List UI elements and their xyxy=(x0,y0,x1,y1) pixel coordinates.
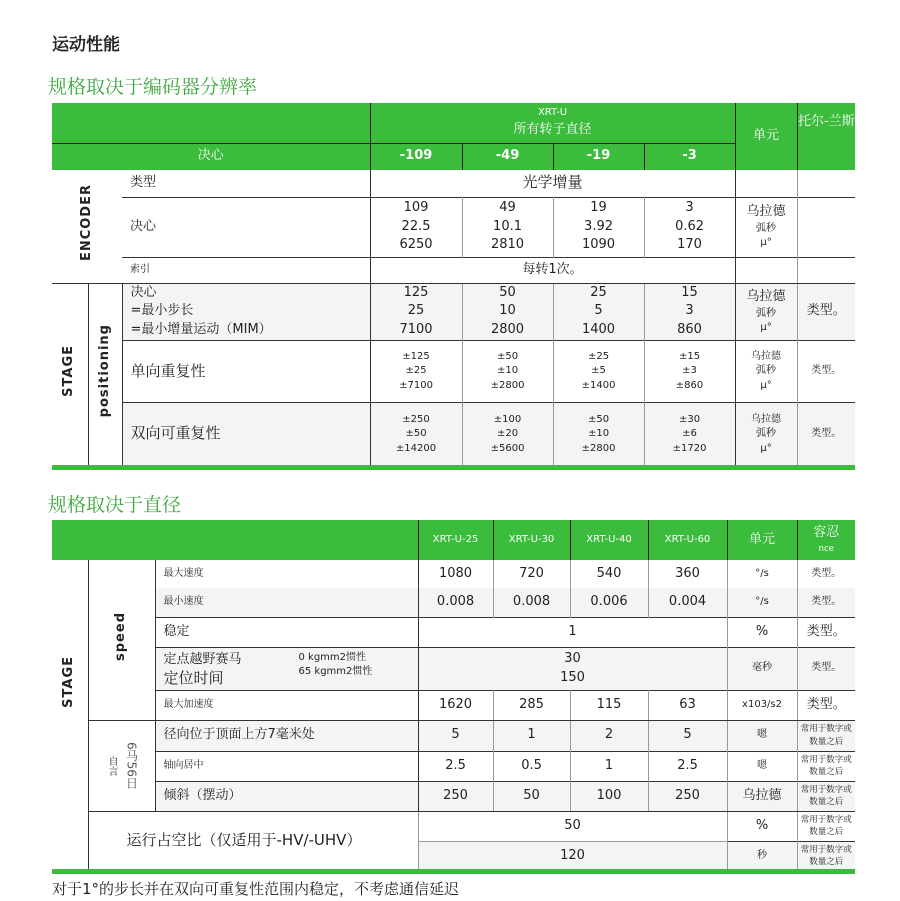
value-cell: 50 10 2800 xyxy=(462,283,553,341)
error-group-label: 自言 xyxy=(106,755,118,776)
value-cell: ±15 ±3 ±860 xyxy=(644,341,735,403)
unit-cell: % xyxy=(727,617,797,647)
value-cell: 25 5 1400 xyxy=(553,283,644,341)
value-cell: ±125 ±25 ±7100 xyxy=(370,341,462,403)
value-cell: 1080 xyxy=(418,560,493,588)
unit-cell: °/s xyxy=(727,560,797,588)
tolerance-cell: 类型。 xyxy=(797,617,855,647)
duty-time-value: 120 xyxy=(418,841,727,871)
unit-header: 单元 xyxy=(727,520,797,560)
index-label: 索引 xyxy=(122,257,370,283)
stage-group-label: STAGE xyxy=(61,656,77,708)
unit-cell: 乌拉德 弧秒 μ° xyxy=(735,283,797,341)
tilt-label: 倾斜（摆动） xyxy=(155,781,418,811)
value-cell: ±25 ±5 ±1400 xyxy=(553,341,644,403)
section2-bottom-bar xyxy=(52,869,855,874)
value-cell: 540 xyxy=(570,560,648,588)
value-cell: 0.5 xyxy=(493,751,570,781)
duty-cycle-value: 50 xyxy=(418,811,727,841)
col-header: -49 xyxy=(462,143,553,170)
speed-group-label: speed xyxy=(113,611,129,661)
footnote: 对于1°的步长并在双向可重复性范围内稳定，不考虑通信延迟 xyxy=(52,880,460,898)
unit-cell: 乌拉德 xyxy=(727,781,797,811)
value-cell: 0.008 xyxy=(418,588,493,617)
value-cell: 1 xyxy=(493,720,570,751)
value-cell: 250 xyxy=(418,781,493,811)
tolerance-cell: 常用于数字或数量之后 xyxy=(800,814,852,837)
col-header: XRT-U-30 xyxy=(493,520,570,560)
header-blank xyxy=(52,103,370,143)
unit-cell: 乌拉德 弧秒 μ° xyxy=(735,403,797,466)
section1-bottom-bar xyxy=(52,465,855,470)
value-cell: 109 22.5 6250 xyxy=(370,197,462,257)
value-cell: ±50 ±10 ±2800 xyxy=(462,341,553,403)
unit-cell: 乌拉德 弧秒 μ° xyxy=(735,197,797,257)
value-cell: 115 xyxy=(570,690,648,720)
diameter-spec-table xyxy=(52,520,855,871)
error-group-sub: 6马56日 xyxy=(124,742,139,789)
tolerance-header: 容忍 xyxy=(813,525,840,541)
value-cell: 2.5 xyxy=(418,751,493,781)
tolerance-cell: 类型。 xyxy=(797,341,855,403)
encoder-group-label: ENCODER xyxy=(78,184,94,262)
type-label: 类型 xyxy=(130,174,157,190)
value-cell: 50 xyxy=(493,781,570,811)
value-cell: 63 xyxy=(648,690,727,720)
resolution-row-label: 决心 =最小步长 =最小增量运动（MIM） xyxy=(122,283,370,341)
unit-cell: 嗯 xyxy=(727,751,797,781)
col-header: -3 xyxy=(644,143,735,170)
stability-label: 稳定 xyxy=(155,617,418,647)
section1-title: 规格取决于编码器分辨率 xyxy=(48,76,258,98)
unit-header: 单元 xyxy=(735,103,797,170)
settling-time-label: 定点越野赛马 定位时间 0 kgmm2惯性 65 kgmm2惯性 xyxy=(155,647,418,690)
min-speed-label: 最小速度 xyxy=(163,596,204,607)
value-cell: 0.008 xyxy=(493,588,570,617)
model-label: XRT-U xyxy=(537,107,568,119)
col-header: -19 xyxy=(553,143,644,170)
value-cell: ±50 ±10 ±2800 xyxy=(553,403,644,466)
settling-time-values: 30 150 xyxy=(418,647,727,690)
unit-cell: °/s xyxy=(727,588,797,617)
value-cell: 250 xyxy=(648,781,727,811)
value-cell: 0.006 xyxy=(570,588,648,617)
value-cell: 720 xyxy=(493,560,570,588)
section2-title: 规格取决于直径 xyxy=(48,494,182,516)
type-value: 光学增量 xyxy=(370,170,735,197)
all-rotor-label: 所有转子直径 xyxy=(513,121,592,137)
value-cell: ±30 ±6 ±1720 xyxy=(644,403,735,466)
unit-cell: 秒 xyxy=(727,841,797,871)
positioning-group-label: positioning xyxy=(96,324,112,418)
axial-label: 轴向居中 xyxy=(155,751,418,781)
max-accel-label: 最大加速度 xyxy=(155,690,418,720)
value-cell: 1 xyxy=(570,751,648,781)
col-header: XRT-U-60 xyxy=(648,520,727,560)
value-cell: 1620 xyxy=(418,690,493,720)
page-title: 运动性能 xyxy=(52,35,120,55)
value-cell: 5 xyxy=(648,720,727,751)
radial-label: 径向位于顶面上方7毫米处 xyxy=(163,727,315,743)
col-header: XRT-U-40 xyxy=(570,520,648,560)
tolerance-cell: 类型。 xyxy=(797,690,855,720)
value-cell: 285 xyxy=(493,690,570,720)
tolerance-cell: 常用于数字或数量之后 xyxy=(800,724,852,747)
col-header: XRT-U-25 xyxy=(418,520,493,560)
bidirectional-repeatability-label: 双向可重复性 xyxy=(122,403,370,466)
value-cell: 49 10.1 2810 xyxy=(462,197,553,257)
col-header: -109 xyxy=(370,143,462,170)
value-cell: 15 3 860 xyxy=(644,283,735,341)
value-cell: 5 xyxy=(418,720,493,751)
tolerance-cell: 常用于数字或数量之后 xyxy=(797,751,855,781)
value-cell: ±100 ±20 ±5600 xyxy=(462,403,553,466)
value-cell: 125 25 7100 xyxy=(370,283,462,341)
value-cell: 3 0.62 170 xyxy=(644,197,735,257)
tolerance-cell: 类型。 xyxy=(797,403,855,466)
value-cell: ±250 ±50 ±14200 xyxy=(370,403,462,466)
unit-cell: 乌拉德 弧秒 μ° xyxy=(735,341,797,403)
value-cell: 100 xyxy=(570,781,648,811)
stage-group-label: STAGE xyxy=(61,345,77,398)
value-cell: 0.004 xyxy=(648,588,727,617)
unit-cell: 嗯 xyxy=(727,720,797,751)
tolerance-cell: 类型。 xyxy=(797,283,855,341)
duty-cycle-label: 运行占空比（仅适用于-HV/-UHV） xyxy=(88,811,418,871)
value-cell: 19 3.92 1090 xyxy=(553,197,644,257)
unit-cell: % xyxy=(727,811,797,841)
resolution-label: 决心 xyxy=(122,197,370,257)
max-speed-label: 最大速度 xyxy=(163,567,204,579)
resolution-header: 决心 xyxy=(52,143,370,170)
tolerance-cell: 类型。 xyxy=(811,567,842,579)
value-cell: 2.5 xyxy=(648,751,727,781)
tolerance-header: 托尔-兰斯 xyxy=(797,103,855,170)
unidirectional-repeatability-label: 单向重复性 xyxy=(122,341,370,403)
tolerance-cell: 类型。 xyxy=(797,647,855,690)
tolerance-sub: nce xyxy=(818,544,834,555)
value-cell: 360 xyxy=(648,560,727,588)
unit-cell: x103/s2 xyxy=(727,690,797,720)
unit-cell: 毫秒 xyxy=(727,647,797,690)
tolerance-cell: 类型。 xyxy=(811,596,842,607)
value-cell: 2 xyxy=(570,720,648,751)
stability-value: 1 xyxy=(418,617,727,647)
index-value: 每转1次。 xyxy=(370,257,735,283)
tolerance-cell: 常用于数字或数量之后 xyxy=(797,841,855,871)
tolerance-cell: 常用于数字或数量之后 xyxy=(797,781,855,811)
encoder-spec-table xyxy=(52,103,855,466)
